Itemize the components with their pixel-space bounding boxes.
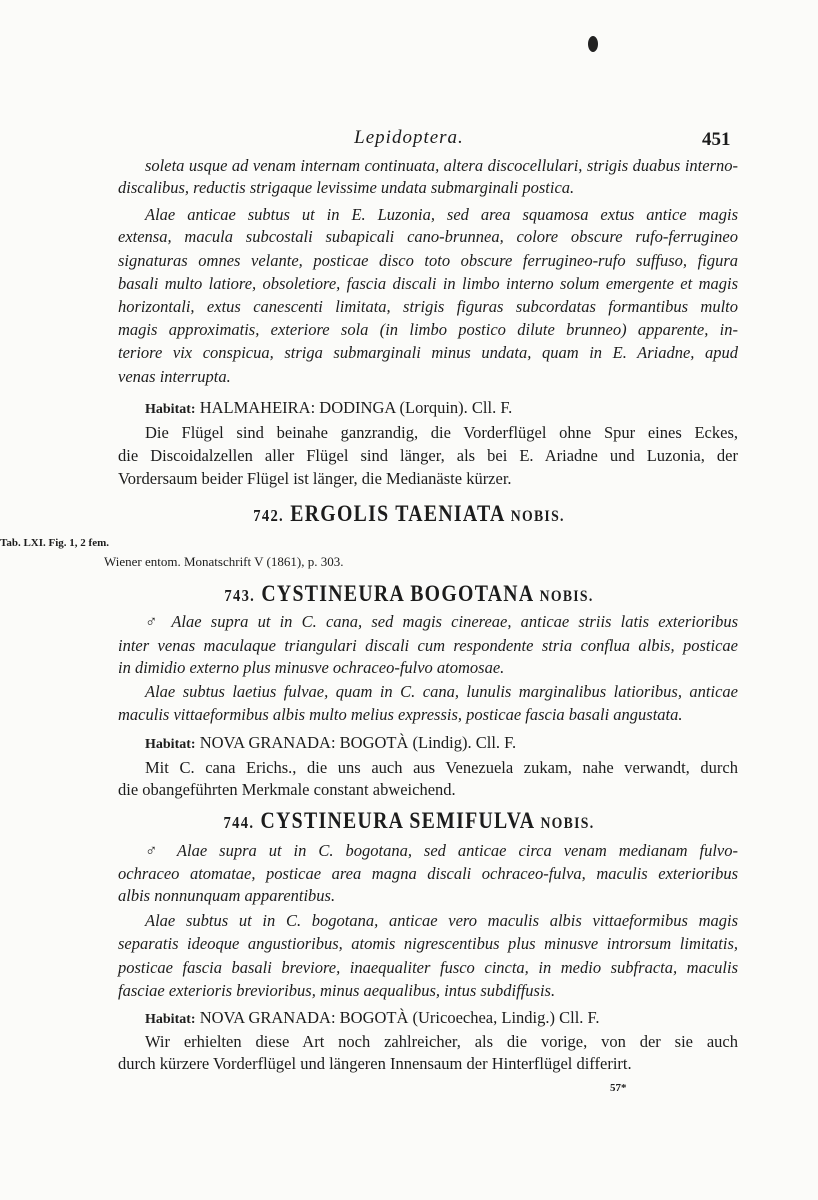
text-line: ochraceo atomatae, posticae area magna discali ochraceo-fulva, maculis exterioribus <box>118 864 738 883</box>
text-line: discalibus, reductis strigaque levissime undata submarginali postica. <box>118 178 575 197</box>
text-line: soleta usque ad venam internam continuata, altera discocellulari, strigis duabus interno- <box>145 156 738 175</box>
text-line: teriore vix conspicua, striga submarginali minus undata, quam in E. Ariadne, apud <box>118 343 738 362</box>
species-heading-name: CYSTINEURA BOGOTANA <box>261 581 534 606</box>
species-heading-num: 742. <box>253 506 284 525</box>
habitat-line <box>145 397 738 421</box>
text-line: magis approximatis, exteriore sola (in limbo postico dilute brunneo) apparente, in- <box>118 320 738 339</box>
running-title: Lepidoptera. <box>354 127 464 148</box>
habitat-label: Habitat: <box>145 402 196 417</box>
species-heading <box>57 581 760 607</box>
habitat-text: NOVA GRANADA: BOGOTÀ (Uricoechea, Lindig.) Cll. F. <box>199 1008 600 1027</box>
text-line: separatis ideoque angustioribus, atomis nigrescentibus plus minusve introrsum limitatis, <box>118 934 738 953</box>
signature-mark: 57* <box>610 1082 627 1094</box>
text-line: Alae subtus laetius fulvae, quam in C. cana, lunulis marginalibus latioribus, anticae <box>145 682 738 701</box>
text-line: maculis vittaeformibus albis multo melius expressis, posticae fascia basali angustata. <box>118 705 683 724</box>
habitat-line <box>145 732 738 756</box>
species-heading-suffix: NOBIS. <box>510 508 565 525</box>
text-line: die obangeführten Merkmale constant abweichend. <box>118 780 456 799</box>
habitat-line <box>145 1007 738 1031</box>
habitat-label: Habitat: <box>145 737 196 752</box>
species-heading-name: ERGOLIS TAENIATA <box>290 501 505 526</box>
habitat-text: NOVA GRANADA: BOGOTÀ (Lindig). Cll. F. <box>199 733 517 752</box>
text-line: extensa, macula subcostali subapicali cano-brunnea, colore obscure rufo-ferrugineo <box>118 227 738 246</box>
text-line: ♂ Alae supra ut in C. cana, sed magis cinereae, anticae striis latis exterioribus <box>145 612 738 631</box>
text-line: Alae subtus ut in C. bogotana, anticae vero maculis albis vittaeformibus magis <box>145 911 738 930</box>
text-line: ♂ Alae supra ut in C. bogotana, sed anticae circa venam medianam fulvo- <box>145 841 738 860</box>
text-line: fasciae exterioris brevioribus, minus aequalibus, intus subdiffusis. <box>118 981 556 1000</box>
text-line: Mit C. cana Erichs., die uns auch aus Venezuela zukam, nahe verwandt, durch <box>145 758 738 777</box>
ink-blot <box>588 36 598 52</box>
species-heading-suffix: NOBIS. <box>540 815 595 832</box>
text-line: die Discoidalzellen aller Flügel sind länger, als bei E. Ariadne und Luzonia, der <box>118 446 738 465</box>
text-line: basali multo latiore, obsoletiore, fascia discali in limbo interno solum emergente et magis <box>118 274 738 293</box>
species-heading <box>57 808 760 834</box>
text-line: Vordersaum beider Flügel ist länger, die Medianäste kürzer. <box>118 469 512 488</box>
text-line: Wir erhielten diese Art noch zahlreicher, als die vorige, von der sie auch <box>145 1032 738 1051</box>
text-line: in dimidio externo plus minusve ochraceo-fulvo atomosae. <box>118 658 505 677</box>
text-line: Alae anticae subtus ut in E. Luzonia, sed area squamosa extus antice magis <box>145 205 738 224</box>
species-heading-name: CYSTINEURA SEMIFULVA <box>260 808 535 833</box>
species-heading-suffix: NOBIS. <box>539 588 594 605</box>
habitat-text: HALMAHEIRA: DODINGA (Lorquin). Cll. F. <box>199 398 513 417</box>
text-line: albis nonnunquam apparentibus. <box>118 886 336 905</box>
literature-reference: Wiener entom. Monatschrift V (1861), p. 303. <box>104 554 344 569</box>
text-line: durch kürzere Vorderflügel und längeren Innensaum der Hinterflügel differirt. <box>118 1054 632 1073</box>
text-line: posticae fascia basali breviore, inaequaliter fusco cincta, in medio subfracta, maculis <box>118 958 738 977</box>
text-line: venas interrupta. <box>118 367 231 386</box>
text-line: Die Flügel sind beinahe ganzrandig, die Vorderflügel ohne Spur eines Eckes, <box>145 423 738 442</box>
page-number: 451 <box>702 129 731 150</box>
species-heading <box>57 501 760 527</box>
plate-reference: Tab. LXI. Fig. 1, 2 fem. <box>0 537 109 549</box>
species-heading-num: 743. <box>224 586 256 605</box>
text-line: inter venas maculaque triangulari discali cum respondente stria conflua albis, posticae <box>118 636 738 655</box>
species-heading-num: 744. <box>223 813 255 832</box>
text-line: signaturas omnes velante, posticae disco toto obscure ferrugineo-rufo suffuso, figura <box>118 251 738 270</box>
habitat-label: Habitat: <box>145 1012 196 1027</box>
text-line: horizontali, extus canescenti limitata, strigis figuras subcordatas formantibus multo <box>118 297 738 316</box>
